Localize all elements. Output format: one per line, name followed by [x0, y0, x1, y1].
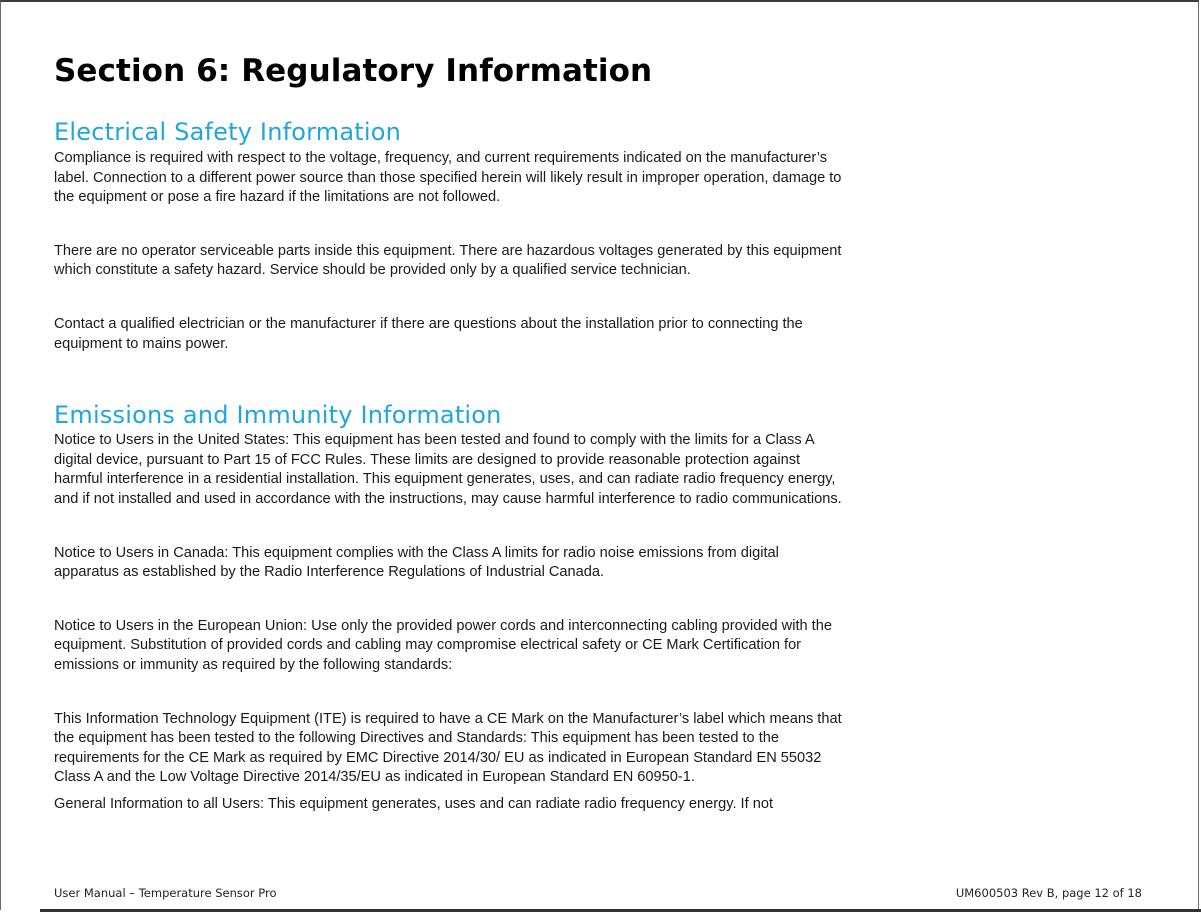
emissions-paragraph-general: General Information to all Users: This equipment generates, uses and can radiate radio frequency energy. If not	[54, 795, 774, 812]
emissions-paragraph-eu: Notice to Users in the European Union: Use only the provided power cords and interconnecting cabling provided with the equipment. Substitution of provided cords and cabling may compromise electrical safety or CE Mark Certification for emissions or immunity as required by the following standards:	[54, 617, 832, 673]
emissions-paragraph-canada: Notice to Users in Canada: This equipment complies with the Class A limits for radio noise emissions from digital apparatus as established by the Radio Interference Regulations of Industrial Canada.	[54, 544, 779, 581]
emissions-paragraph-us: Notice to Users in the United States: This equipment has been tested and found to comply with the limits for a Class A digital device, pursuant to Part 15 of FCC Rules. These limits are designed to provide reasonable protection against harmful interference in a residential installation. This equipment generates, uses, and can radiate radio frequency energy, and if not installed and used in accordance with the instructions, may cause harmful interference to radio communications.	[54, 432, 842, 507]
electrical-paragraph-1: Compliance is required with respect to the voltage, frequency, and current requirements indicated on the manufacturer’s label. Connection to a different power source than those specified herein will likely result in improper operation, damage to the equipment or pose a fire hazard if the limitations are not followed.	[54, 150, 842, 206]
electrical-paragraph-3: Contact a qualified electrician or the manufacturer if there are questions about the installation prior to connecting the equipment to mains power.	[54, 315, 803, 352]
footer-page-info: UM600503 Rev B, page 12 of 18	[955, 886, 1142, 900]
page-content	[54, 50, 844, 814]
electrical-paragraph-2: There are no operator serviceable parts inside this equipment. There are hazardous voltages generated by this equipment which constitute a safety hazard. Service should be provided only by a qualified service technician.	[54, 242, 842, 279]
emissions-immunity-heading: Emissions and Immunity Information	[54, 401, 502, 430]
emissions-paragraph-ite: This Information Technology Equipment (ITE) is required to have a CE Mark on the Manufacturer’s label which means that the equipment has been tested to the following Directives and Standards: This equipment has been tested to the requirements for the CE Mark as required by EMC Directive 2014/30/ EU as indicated in European Standard EN 55032 Class A and the Low Voltage Directive 2014/35/EU as indicated in European Standard EN 60950-1.	[54, 710, 842, 786]
electrical-safety-heading: Electrical Safety Information	[54, 118, 402, 146]
footer-document-title: User Manual – Temperature Sensor Pro	[54, 886, 277, 900]
section-title: Section 6: Regulatory Information	[54, 53, 653, 89]
